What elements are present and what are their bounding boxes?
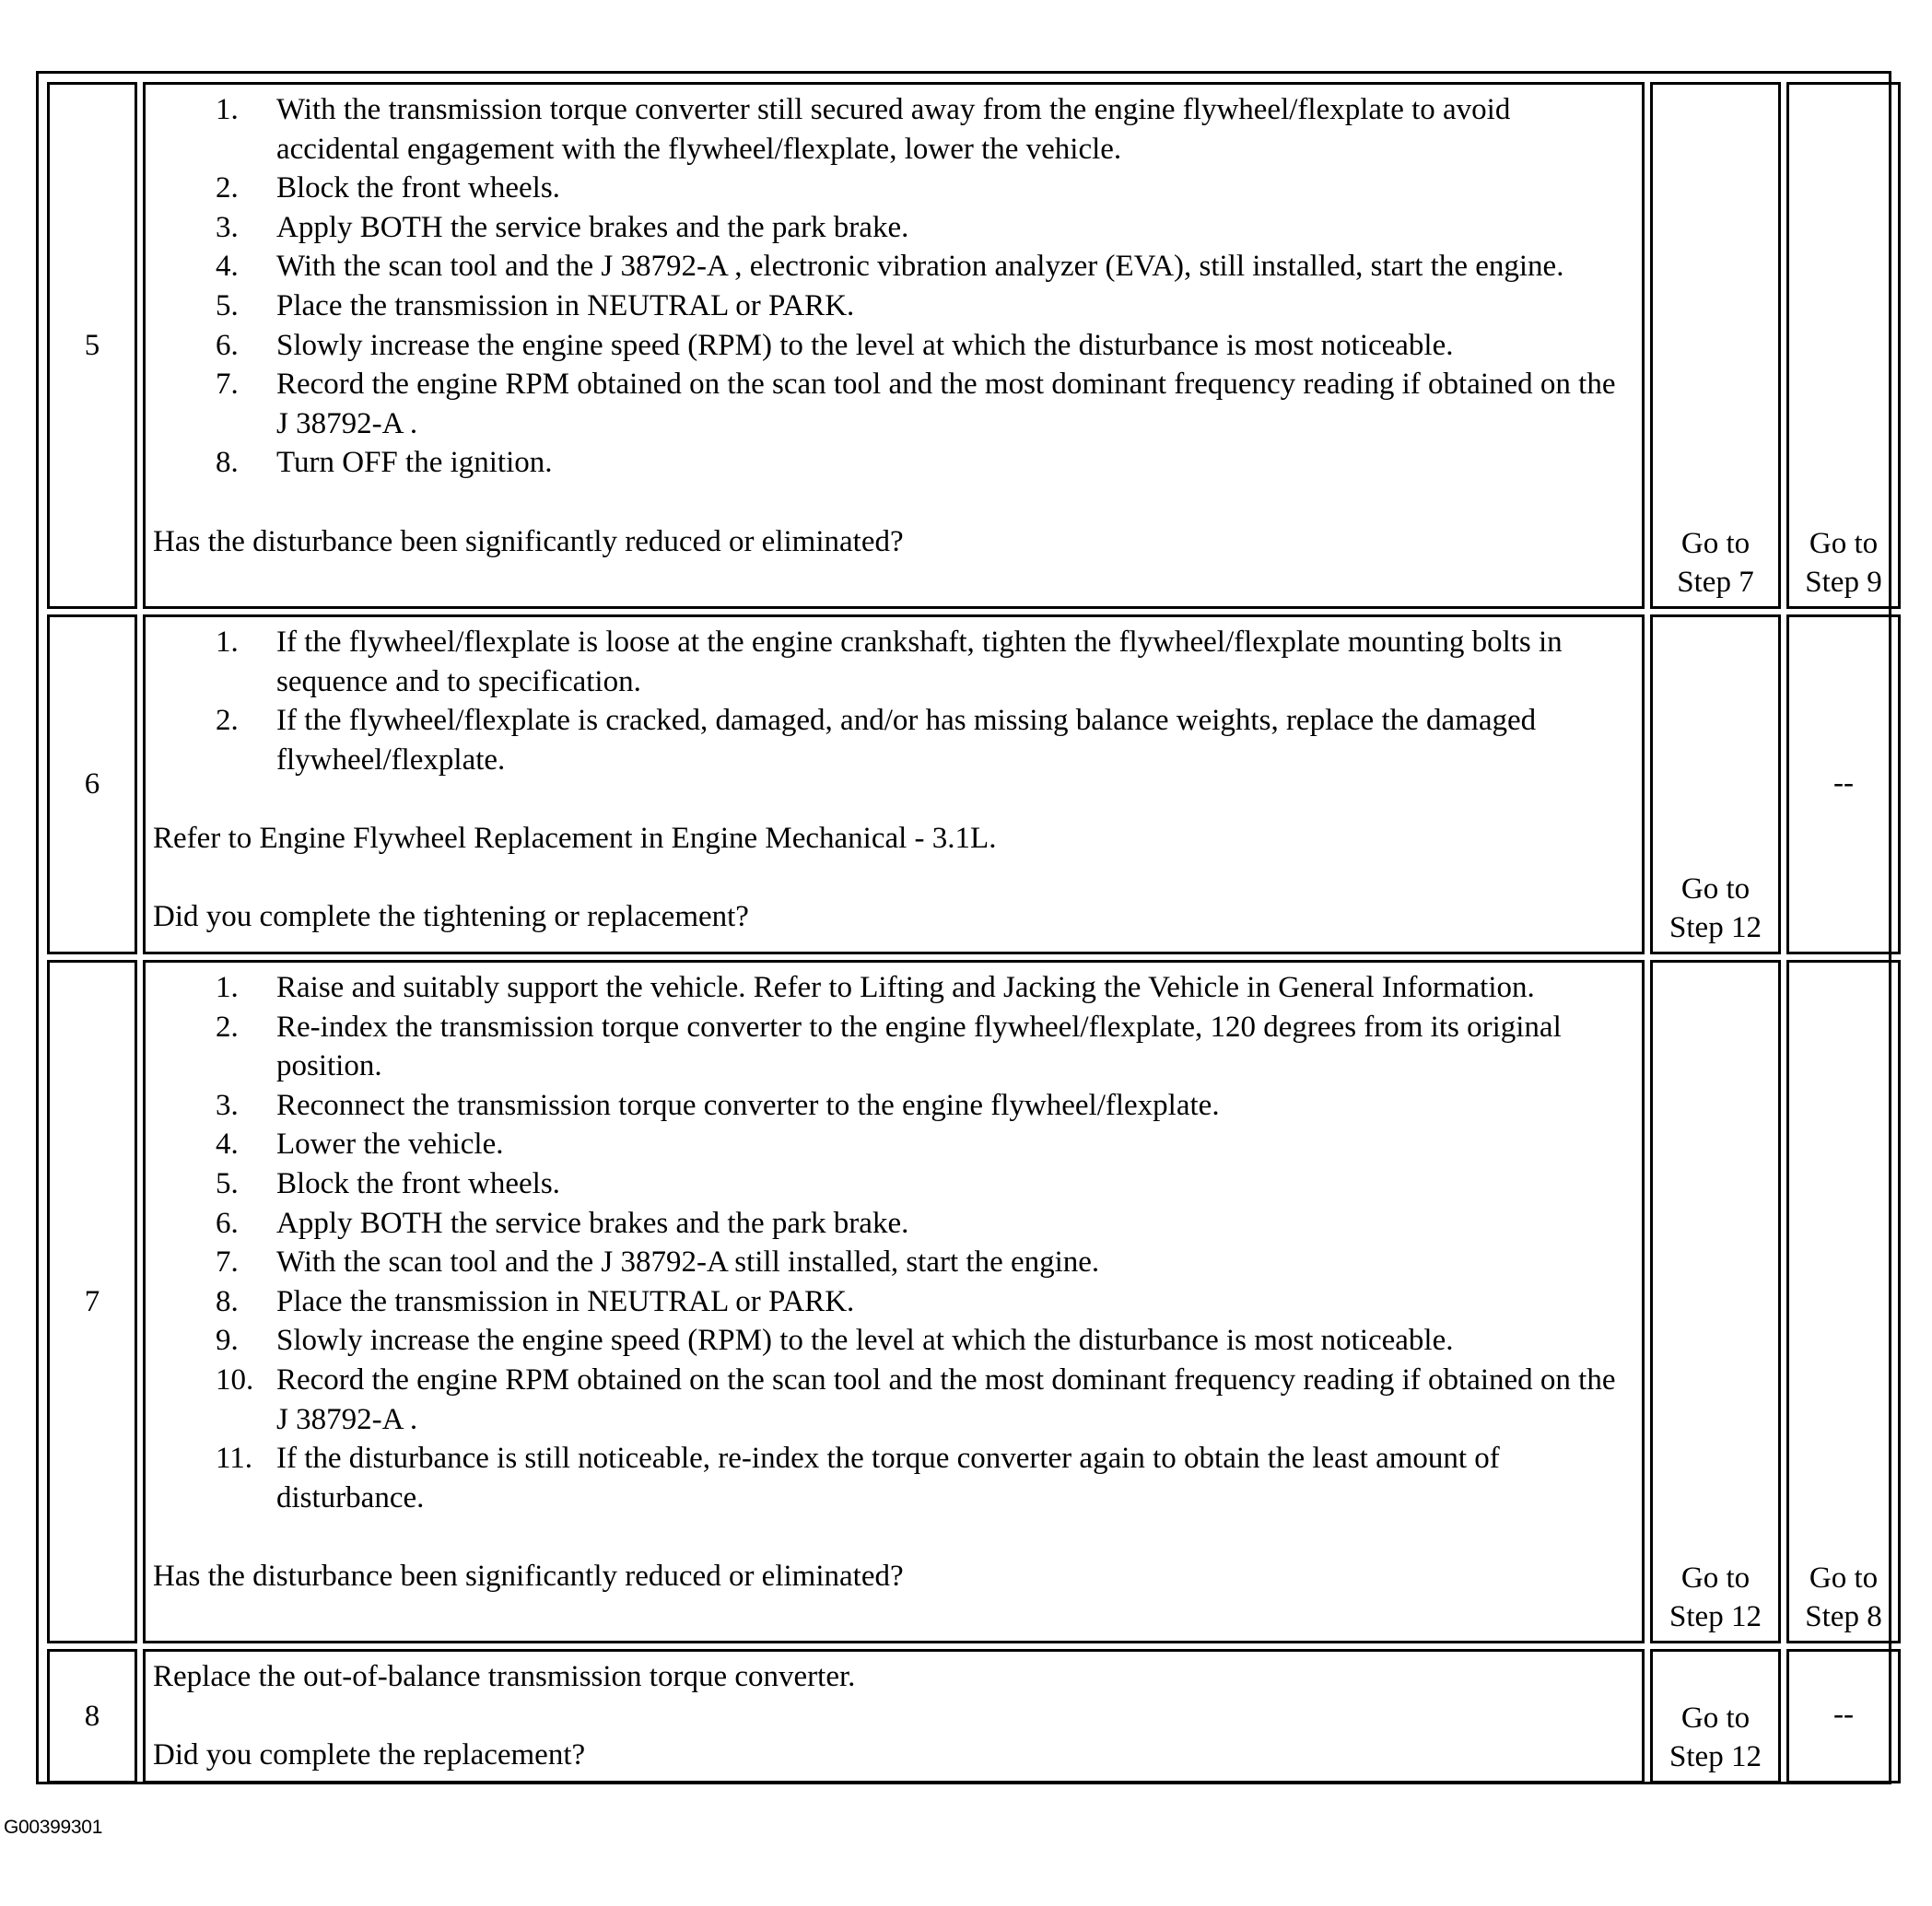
yes-result: Go to Step 12 <box>1650 1649 1781 1783</box>
list-item: 4. With the scan tool and the J 38792-A , electronic vibration analyzer (EVA), still installed, start the engine. <box>216 250 1564 284</box>
list-item: 2. If the flywheel/flexplate is cracked, damaged, and/or has missing balance weights, replace the damaged flywheel/flexplate. <box>216 704 1537 777</box>
list-item: 6. Apply BOTH the service brakes and the park brake. <box>216 1206 909 1240</box>
list-item: 7. Record the engine RPM obtained on the scan tool and the most dominant frequency reading if obtained on the J 38792-A . <box>216 368 1616 440</box>
no-result: Go to Step 8 <box>1786 960 1901 1643</box>
steps-table-frame <box>36 71 1891 1784</box>
list-item: 8. Turn OFF the ignition. <box>216 446 553 480</box>
list-item: 6. Slowly increase the engine speed (RPM) to the level at which the disturbance is most noticeable. <box>216 328 1454 362</box>
list-item: 8. Place the transmission in NEUTRAL or PARK. <box>216 1284 855 1318</box>
step-number: 7 <box>47 960 137 1643</box>
figure-id: G00399301 <box>4 1817 103 1838</box>
step-number: 6 <box>47 614 137 954</box>
list-item: 1. If the flywheel/flexplate is loose at the engine crankshaft, tighten the flywheel/flexplate mounting bolts in sequence and to specification. <box>216 626 1563 698</box>
yes-result: Go to Step 12 <box>1650 960 1781 1643</box>
step-question: Did you complete the replacement? <box>153 1738 586 1772</box>
step-row-8 <box>47 1649 1901 1783</box>
no-result: -- <box>1786 614 1901 954</box>
step-action <box>143 614 1645 954</box>
diagnostic-steps-table <box>41 76 1906 1789</box>
step-action <box>143 1649 1645 1783</box>
no-result: Go to Step 9 <box>1786 82 1901 609</box>
list-item: 10. Record the engine RPM obtained on the scan tool and the most dominant frequency reading if obtained on the J 38792-A . <box>216 1362 1616 1436</box>
list-item: 2. Block the front wheels. <box>216 171 560 205</box>
step-row-7 <box>47 960 1901 1643</box>
action-list <box>153 968 1634 1517</box>
list-item: 4. Lower the vehicle. <box>216 1128 504 1162</box>
step-row-5 <box>47 82 1901 609</box>
no-result: -- <box>1786 1649 1901 1783</box>
action-list <box>153 623 1634 779</box>
list-item: 2. Re-index the transmission torque converter to the engine flywheel/flexplate, 120 degrees from its original position. <box>216 1010 1562 1083</box>
list-item: 7. With the scan tool and the J 38792-A still installed, start the engine. <box>216 1245 1100 1280</box>
step-lead: Replace the out-of-balance transmission torque converter. <box>153 1660 856 1693</box>
list-item: 1. With the transmission torque converter still secured away from the engine flywheel/flexplate to avoid accidental engagement with the flywheel/flexplate, lower the vehicle. <box>216 93 1511 166</box>
step-number: 5 <box>47 82 137 609</box>
step-row-6 <box>47 614 1901 954</box>
yes-result: Go to Step 7 <box>1650 82 1781 609</box>
step-note: Refer to Engine Flywheel Replacement in Engine Mechanical - 3.1L. <box>153 821 997 855</box>
list-item: 3. Apply BOTH the service brakes and the park brake. <box>216 210 909 244</box>
list-item: 3. Reconnect the transmission torque converter to the engine flywheel/flexplate. <box>216 1088 1220 1122</box>
action-list <box>153 90 1634 483</box>
step-question: Has the disturbance been significantly reduced or eliminated? <box>153 524 904 558</box>
list-item: 9. Slowly increase the engine speed (RPM) to the level at which the disturbance is most noticeable. <box>216 1324 1454 1358</box>
step-question: Did you complete the tightening or replacement? <box>153 900 749 934</box>
list-item: 5. Place the transmission in NEUTRAL or PARK. <box>216 288 855 322</box>
step-number: 8 <box>47 1649 137 1783</box>
list-item: 5. Block the front wheels. <box>216 1166 560 1200</box>
yes-result: Go to Step 12 <box>1650 614 1781 954</box>
step-question: Has the disturbance been significantly reduced or eliminated? <box>153 1559 904 1593</box>
step-action <box>143 82 1645 609</box>
step-action <box>143 960 1645 1643</box>
list-item: 1. Raise and suitably support the vehicle. Refer to Lifting and Jacking the Vehicle in General Information. <box>216 971 1535 1004</box>
list-item: 11. If the disturbance is still noticeable, re-index the torque converter again to obtain the least amount of disturbance. <box>216 1442 1500 1514</box>
